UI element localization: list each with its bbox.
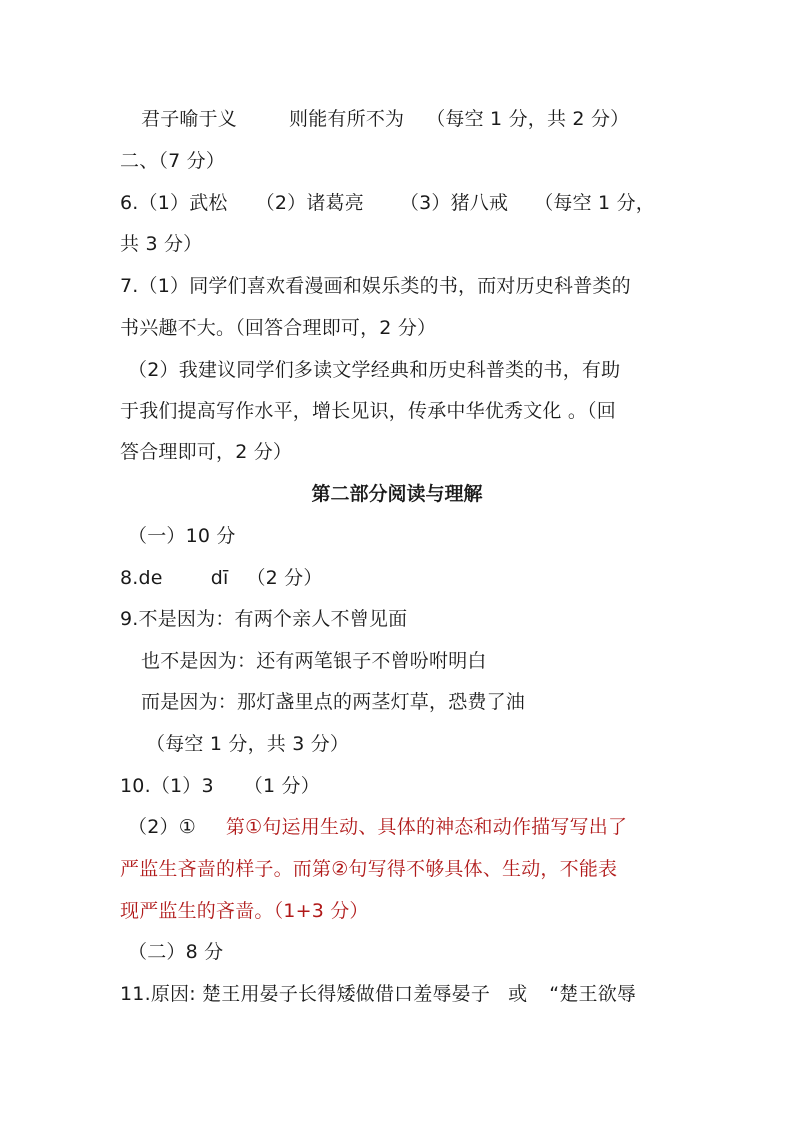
line-11-part-a: 8.de [120, 567, 163, 589]
line-18: 严监生吝啬的样子。而第②句写得不够具体、生动，不能表 [120, 858, 618, 880]
line-17-part-b: 第①句运用生动、具体的神态和动作描写写出了 [225, 816, 628, 838]
line-8: 于我们提高写作水平，增长见识，传承中华优秀文化 。（回 [120, 400, 616, 422]
line-20: （二）8 分 [128, 941, 224, 963]
line-2: 二、（7 分） [120, 150, 226, 172]
line-11-part-b: dī [210, 567, 229, 589]
line-3-part-d: （每空 1 分， [534, 192, 655, 214]
line-21-part-a: 11.原因: 楚王用晏子长得矮做借口羞辱晏子 [120, 983, 491, 1005]
line-21-part-b: 或 [508, 983, 528, 1005]
line-21-part-c: “楚王欲辱 [549, 983, 637, 1005]
line-16-part-a: 10.（1）3 [120, 775, 214, 797]
line-19-text: 现严监生的吝啬。（1+3 分） [120, 900, 369, 922]
line-14: 而是因为：那灯盏里点的两茎灯草，恐费了油 [141, 691, 526, 713]
line-15: （每空 1 分，共 3 分） [146, 733, 350, 755]
line-17-part-a: （2）① [128, 816, 196, 838]
line-1 [141, 107, 629, 131]
line-4: 共 3 分） [120, 233, 203, 255]
line-6: 书兴趣不大。（回答合理即可，2 分） [120, 317, 437, 339]
line-10: （一）10 分 [128, 525, 236, 547]
line-12: 9.不是因为：有两个亲人不曾见面 [120, 608, 408, 630]
line-3-part-c: （3）猪八戒 [399, 192, 509, 214]
line-1-part-a: 君子喻于义 [141, 108, 238, 130]
line-3-part-a: 6.（1）武松 [120, 192, 228, 214]
line-16 [120, 774, 320, 798]
line-13: 也不是因为：还有两笔银子不曾吩咐明白 [141, 650, 487, 672]
section-title: 第二部分阅读与理解 [311, 483, 483, 505]
line-11 [120, 566, 323, 590]
line-19 [120, 899, 369, 923]
line-1-part-c: （每空 1 分，共 2 分） [426, 108, 630, 130]
line-9: 答合理即可，2 分） [120, 441, 293, 463]
line-7: （2）我建议同学们多读文学经典和历史科普类的书，有助 [128, 359, 621, 381]
line-3 [120, 191, 655, 215]
line-1-part-b: 则能有所不为 [289, 108, 405, 130]
line-17 [128, 815, 627, 839]
line-11-part-c: （2 分） [246, 567, 323, 589]
line-3-part-b: （2）诸葛亮 [255, 192, 364, 214]
line-16-part-b: （1 分） [243, 775, 320, 797]
line-5: 7.（1）同学们喜欢看漫画和娱乐类的书，而对历史科普类的 [120, 275, 631, 297]
line-21 [120, 982, 636, 1006]
